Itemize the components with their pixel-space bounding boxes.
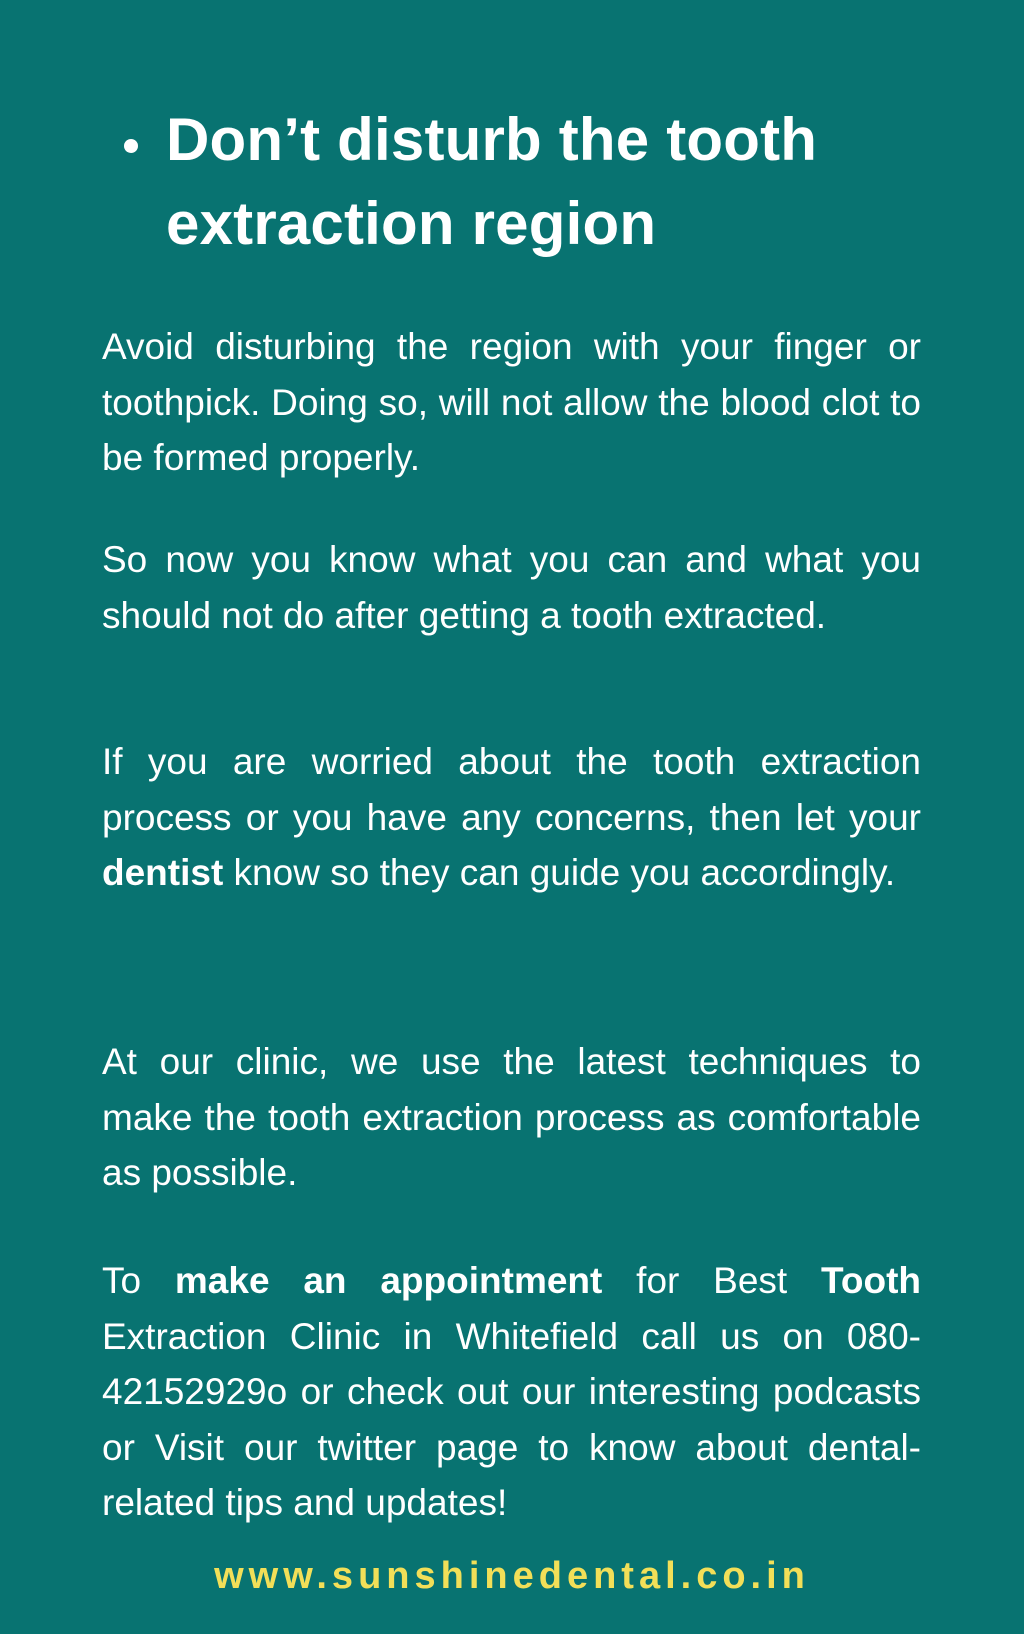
- paragraph-worried-text-before: If you are worried about the tooth extraction process or you have any concerns, then let your: [102, 741, 921, 838]
- bullet-icon: [124, 139, 138, 153]
- paragraph-now-you-know: So now you know what you can and what you should not do after getting a tooth extracted.: [102, 539, 921, 636]
- heading-text: Don’t disturb the tooth extraction region: [166, 106, 818, 257]
- tooth-bold: Tooth: [821, 1260, 921, 1301]
- make-appointment-bold: make an appointment: [174, 1260, 603, 1301]
- appointment-text-part1: To: [102, 1260, 175, 1301]
- appointment-text-part2: for Best: [602, 1260, 822, 1301]
- appointment-text-part3: Extraction Clinic in Whitefield call us on 080-42152929o or check out our interesting podcasts or Visit our twitter page to know about dental-related tips and updates!: [102, 1315, 921, 1523]
- paragraph-worried-text-after: know so they can guide you accordingly.: [223, 852, 896, 893]
- website-link[interactable]: www.sunshinedental.co.in: [214, 1555, 810, 1597]
- paragraph-our-clinic: At our clinic, we use the latest techniques to make the tooth extraction process as comfortable as possible.: [102, 1041, 921, 1193]
- paragraph-avoid-disturbing: Avoid disturbing the region with your finger or toothpick. Doing so, will not allow the blood clot to be formed properly.: [102, 326, 921, 478]
- paragraph-appointment: [102, 1253, 921, 1531]
- section-heading: [124, 98, 984, 266]
- dentist-bold: dentist: [102, 852, 224, 893]
- paragraph-worried: [102, 734, 921, 901]
